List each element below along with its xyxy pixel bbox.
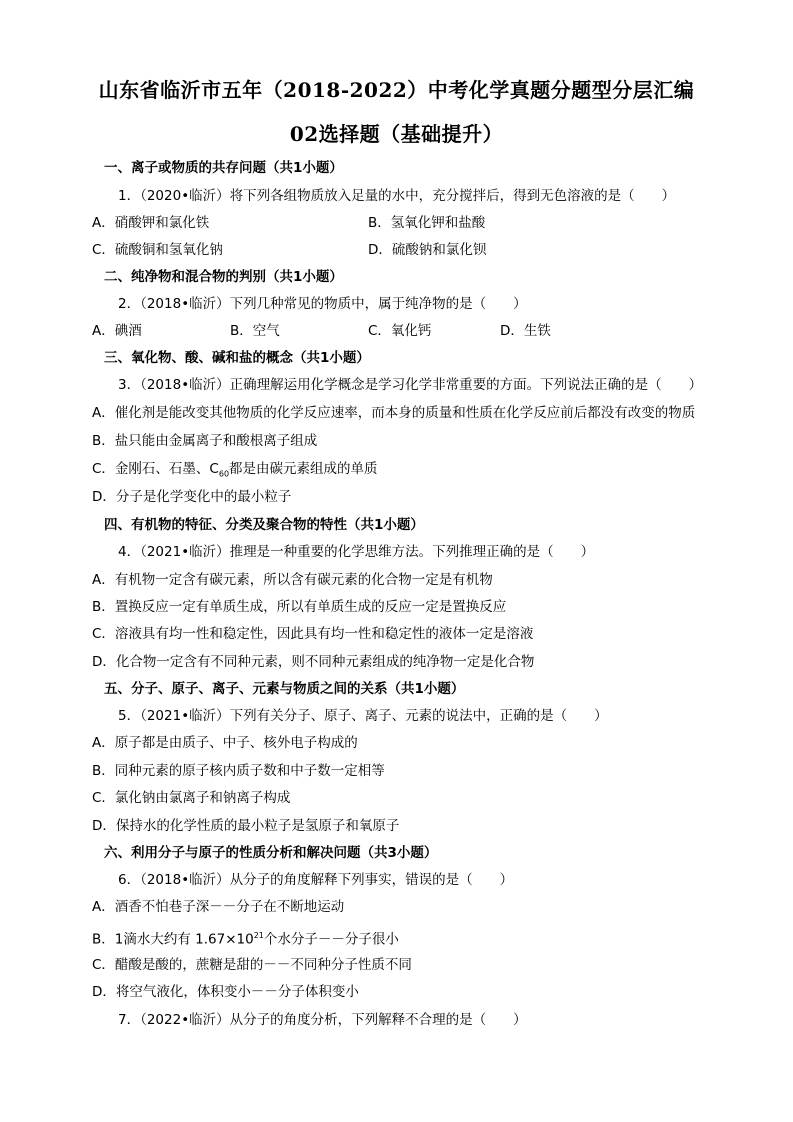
- question-6-option-a: A．酒香不怕巷子深－－分子在不断地运动: [92, 899, 345, 915]
- question-6-option-b-tail: 个水分子－－分子很小: [263, 931, 399, 948]
- question-3-option-b: B．盐只能由金属离子和酸根离子组成: [92, 433, 318, 449]
- question-1-option-c: C．硫酸铜和氢氧化钠: [92, 242, 223, 258]
- question-4-option-c: C．溶液具有均一性和稳定性，因此具有均一性和稳定性的液体一定是溶液: [92, 626, 534, 642]
- question-6-option-b-text: B．1滴水大约有 1.67×10: [92, 931, 254, 948]
- question-5: 5．（2021•临沂）下列有关分子、原子、离子、元素的说法中，正确的是（ ）: [118, 708, 608, 724]
- question-2-option-c: C．氧化钙: [368, 323, 432, 339]
- section-heading-5: 五、分子、原子、离子、元素与物质之间的关系（共1小题）: [104, 681, 465, 697]
- question-5-option-a: A．原子都是由质子、中子、核外电子构成的: [92, 735, 358, 751]
- question-2: 2．（2018•临沂）下列几种常见的物质中，属于纯净物的是（ ）: [118, 296, 527, 312]
- question-6-option-b-superscript: 21: [253, 931, 264, 940]
- section-heading-6: 六、利用分子与原子的性质分析和解决问题（共3小题）: [104, 845, 438, 861]
- document-title-line1: 山东省临沂市五年（2018-2022）中考化学真题分题型分层汇编: [98, 78, 695, 102]
- question-5-option-b: B．同种元素的原子核内质子数和中子数一定相等: [92, 763, 385, 779]
- section-heading-1: 一、离子或物质的共存问题（共1小题）: [104, 160, 343, 176]
- question-5-option-d: D．保持水的化学性质的最小粒子是氢原子和氧原子: [92, 818, 400, 834]
- question-4-option-a: A．有机物一定含有碳元素，所以含有碳元素的化合物一定是有机物: [92, 572, 493, 588]
- question-3-option-c-text: C．金刚石、石墨、C: [92, 461, 219, 477]
- section-heading-4: 四、有机物的特征、分类及聚合物的特性（共1小题）: [104, 517, 424, 533]
- question-6-option-d: D．将空气液化，体积变小－－分子体积变小: [92, 984, 359, 1000]
- question-1-option-b: B．氢氧化钾和盐酸: [368, 215, 486, 231]
- question-6-option-b: [92, 926, 399, 950]
- question-2-option-b: B．空气: [230, 323, 280, 339]
- question-1: 1．（2020•临沂）将下列各组物质放入足量的水中，充分搅拌后，得到无色溶液的是（ ）: [118, 188, 676, 204]
- section-heading-3: 三、氧化物、酸、碱和盐的概念（共1小题）: [104, 350, 370, 366]
- question-3-option-c-subscript: 60: [218, 469, 230, 479]
- question-3-option-a: A．催化剂是能改变其他物质的化学反应速率，而本身的质量和性质在化学反应前后都没有改变的物质: [92, 405, 696, 421]
- question-7: 7．（2022•临沂）从分子的角度分析，下列解释不合理的是（ ）: [118, 1012, 527, 1028]
- question-1-option-a: A．硝酸钾和氯化铁: [92, 215, 210, 231]
- question-3-option-c-tail: 都是由碳元素组成的单质: [229, 461, 378, 477]
- question-5-option-c: C．氯化钠由氯离子和钠离子构成: [92, 790, 291, 806]
- question-3-option-c: [92, 459, 378, 485]
- question-2-option-d: D．生铁: [500, 323, 551, 339]
- document-title-line2: 02选择题（基础提升）: [289, 122, 504, 146]
- question-4-option-d: D．化合物一定含有不同种元素，则不同种元素组成的纯净物一定是化合物: [92, 654, 535, 670]
- question-6: 6．（2018•临沂）从分子的角度解释下列事实，错误的是（ ）: [118, 872, 514, 888]
- question-4-option-b: B．置换反应一定有单质生成，所以有单质生成的反应一定是置换反应: [92, 599, 507, 615]
- question-1-option-d: D．硫酸钠和氯化钡: [368, 242, 487, 258]
- question-3-option-d: D．分子是化学变化中的最小粒子: [92, 489, 292, 505]
- question-3: 3．（2018•临沂）正确理解运用化学概念是学习化学非常重要的方面。下列说法正确的是（ ）: [118, 377, 703, 393]
- question-2-option-a: A．碘酒: [92, 323, 142, 339]
- question-4: 4．（2021•临沂）推理是一种重要的化学思维方法。下列推理正确的是（ ）: [118, 544, 595, 560]
- question-6-option-c: C．醋酸是酸的，蔗糖是甜的－－不同种分子性质不同: [92, 957, 412, 973]
- section-heading-2: 二、纯净物和混合物的判别（共1小题）: [104, 269, 343, 285]
